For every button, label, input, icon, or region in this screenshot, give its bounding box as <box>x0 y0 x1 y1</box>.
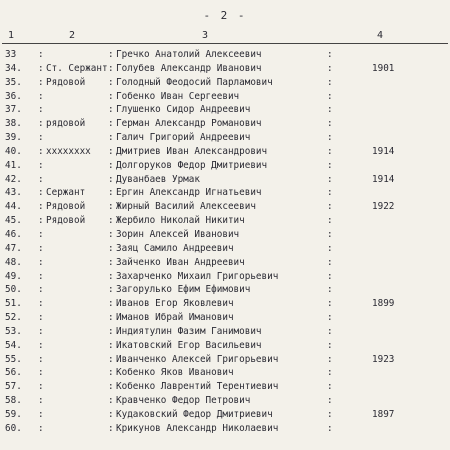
column-separator: : <box>108 242 114 254</box>
column-separator: : <box>327 215 333 227</box>
row-name: Иманов Ибрай Иманович <box>116 312 234 324</box>
table-row <box>0 353 450 367</box>
row-name: Глушенко Сидор Андреевич <box>116 104 251 116</box>
row-rank: рядовой <box>46 118 86 130</box>
row-name: Галич Григорий Андреевич <box>116 132 251 144</box>
table-row <box>0 339 450 353</box>
column-separator: : <box>108 256 114 268</box>
row-birth-year: 1914 <box>372 173 395 185</box>
column-separator: : <box>327 173 333 185</box>
row-name: Зорин Алексей Иванович <box>116 228 240 240</box>
column-separator: : <box>108 408 114 420</box>
table-row <box>0 186 450 200</box>
row-number: 35. <box>5 76 22 88</box>
column-separator: : <box>327 284 333 296</box>
row-number: 52. <box>5 312 22 324</box>
row-rank: Сержант <box>46 187 86 199</box>
row-name: Кудаковский Федор Дмитриевич <box>116 408 273 420</box>
column-separator: : <box>327 132 333 144</box>
column-separator: : <box>108 353 114 365</box>
column-separator: : <box>108 173 114 185</box>
column-separator: : <box>38 159 44 171</box>
row-birth-year: 1922 <box>372 201 395 213</box>
table-row <box>0 131 450 145</box>
table-row <box>0 408 450 422</box>
table-row <box>0 90 450 104</box>
column-separator: : <box>327 118 333 130</box>
row-name: Заяц Самило Андреевич <box>116 242 234 254</box>
table-row <box>0 117 450 131</box>
row-name: Гречко Анатолий Алексеевич <box>116 49 262 60</box>
row-number: 45. <box>5 215 22 227</box>
row-number: 41. <box>5 159 22 171</box>
column-separator: : <box>38 145 44 157</box>
column-separator: : <box>327 395 333 407</box>
column-separator: : <box>327 256 333 268</box>
column-separator: : <box>327 159 333 171</box>
column-separator: : <box>38 256 44 268</box>
header-rule <box>2 43 448 44</box>
column-separator: : <box>108 159 114 171</box>
row-number: 48. <box>5 256 22 268</box>
column-separator: : <box>38 173 44 185</box>
table-row <box>0 422 450 436</box>
column-separator: : <box>327 62 333 74</box>
column-separator: : <box>108 201 114 213</box>
row-name: Зайченко Иван Андреевич <box>116 256 245 268</box>
table-row <box>0 394 450 408</box>
table-row <box>0 380 450 394</box>
row-name: Загорулько Ефим Ефимович <box>116 284 251 296</box>
column-separator: : <box>38 201 44 213</box>
column-separator: : <box>38 408 44 420</box>
column-header-4: 4 <box>377 30 384 41</box>
row-number: 44. <box>5 201 22 213</box>
column-separator: : <box>108 76 114 88</box>
column-separator: : <box>38 395 44 407</box>
row-number: 33 <box>5 49 17 60</box>
row-number: 50. <box>5 284 22 296</box>
row-birth-year: 1914 <box>372 145 395 157</box>
table-row <box>0 103 450 117</box>
table-row <box>0 48 450 62</box>
row-number: 42. <box>5 173 22 185</box>
column-separator: : <box>38 187 44 199</box>
column-separator: : <box>38 104 44 116</box>
row-number: 40. <box>5 145 22 157</box>
column-separator: : <box>108 118 114 130</box>
column-separator: : <box>327 242 333 254</box>
row-name: Кравченко Федор Петрович <box>116 395 251 407</box>
column-separator: : <box>38 298 44 310</box>
column-separator: : <box>108 367 114 379</box>
row-birth-year: 1897 <box>372 408 395 420</box>
column-separator: : <box>327 228 333 240</box>
column-separator: : <box>108 145 114 157</box>
column-separator: : <box>327 408 333 420</box>
table-row <box>0 76 450 90</box>
column-separator: : <box>108 339 114 351</box>
table-row <box>0 200 450 214</box>
row-name: Кобенко Лаврентий Терентиевич <box>116 381 279 393</box>
table-row <box>0 325 450 339</box>
column-separator: : <box>108 325 114 337</box>
row-number: 38. <box>5 118 22 130</box>
column-separator: : <box>108 270 114 282</box>
row-name: Икатовский Егор Васильевич <box>116 339 262 351</box>
column-separator: : <box>38 353 44 365</box>
table-row <box>0 228 450 242</box>
row-number: 37. <box>5 104 22 116</box>
row-number: 59. <box>5 408 22 420</box>
column-separator: : <box>108 215 114 227</box>
column-separator: : <box>327 353 333 365</box>
column-separator: : <box>327 312 333 324</box>
column-separator: : <box>327 422 333 434</box>
row-name: Дмитриев Иван Александрович <box>116 145 268 157</box>
column-separator: : <box>38 270 44 282</box>
row-number: 36. <box>5 90 22 102</box>
row-rank: хххххххх <box>46 145 91 157</box>
column-separator: : <box>108 187 114 199</box>
row-birth-year: 1901 <box>372 62 395 74</box>
column-header-3: 3 <box>202 30 209 41</box>
row-number: 60. <box>5 422 22 434</box>
row-number: 53. <box>5 325 22 337</box>
table-row <box>0 311 450 325</box>
row-number: 55. <box>5 353 22 365</box>
table-row <box>0 283 450 297</box>
column-separator: : <box>108 228 114 240</box>
row-number: 56. <box>5 367 22 379</box>
row-name: Жербило Николай Никитич <box>116 215 245 227</box>
row-name: Захарченко Михаил Григорьевич <box>116 270 279 282</box>
column-separator: : <box>38 325 44 337</box>
table-row <box>0 62 450 76</box>
row-name: Иванченко Алексей Григорьевич <box>116 353 279 365</box>
column-separator: : <box>108 62 114 74</box>
table-row <box>0 242 450 256</box>
column-separator: : <box>327 339 333 351</box>
table-row <box>0 270 450 284</box>
row-name: Жирный Василий Алексеевич <box>116 201 256 213</box>
column-header-row <box>0 30 450 42</box>
column-separator: : <box>38 312 44 324</box>
column-separator: : <box>38 367 44 379</box>
row-number: 47. <box>5 242 22 254</box>
column-separator: : <box>327 367 333 379</box>
column-separator: : <box>38 339 44 351</box>
column-header-2: 2 <box>69 30 76 41</box>
row-name: Долгоруков Федор Дмитриевич <box>116 159 268 171</box>
column-separator: : <box>108 298 114 310</box>
column-separator: : <box>108 90 114 102</box>
row-rank: Рядовой <box>46 201 86 213</box>
row-rank: Рядовой <box>46 215 86 227</box>
column-separator: : <box>327 201 333 213</box>
column-separator: : <box>38 49 44 60</box>
row-birth-year: 1923 <box>372 353 395 365</box>
column-separator: : <box>108 381 114 393</box>
row-number: 58. <box>5 395 22 407</box>
column-separator: : <box>38 76 44 88</box>
row-name: Крикунов Александр Николаевич <box>116 422 279 434</box>
column-separator: : <box>108 395 114 407</box>
column-separator: : <box>108 422 114 434</box>
column-separator: : <box>38 381 44 393</box>
column-separator: : <box>38 215 44 227</box>
column-separator: : <box>38 118 44 130</box>
roster-table <box>0 48 450 436</box>
column-separator: : <box>38 62 44 74</box>
table-row <box>0 145 450 159</box>
column-separator: : <box>327 145 333 157</box>
row-number: 49. <box>5 270 22 282</box>
column-separator: : <box>38 284 44 296</box>
column-separator: : <box>327 90 333 102</box>
column-separator: : <box>327 187 333 199</box>
row-number: 57. <box>5 381 22 393</box>
table-row <box>0 297 450 311</box>
column-separator: : <box>38 228 44 240</box>
column-separator: : <box>108 132 114 144</box>
column-separator: : <box>108 312 114 324</box>
column-separator: : <box>327 76 333 88</box>
column-separator: : <box>327 298 333 310</box>
table-row <box>0 173 450 187</box>
table-row <box>0 366 450 380</box>
row-number: 43. <box>5 187 22 199</box>
row-name: Гобенко Иван Сергеевич <box>116 90 240 102</box>
row-number: 34. <box>5 62 22 74</box>
column-separator: : <box>327 325 333 337</box>
row-number: 39. <box>5 132 22 144</box>
row-number: 46. <box>5 228 22 240</box>
row-name: Кобенко Яков Иванович <box>116 367 234 379</box>
row-number: 54. <box>5 339 22 351</box>
column-separator: : <box>38 132 44 144</box>
column-separator: : <box>38 242 44 254</box>
row-name: Ергин Александр Игнатьевич <box>116 187 262 199</box>
row-rank: Рядовой <box>46 76 86 88</box>
column-separator: : <box>108 104 114 116</box>
table-row <box>0 214 450 228</box>
row-name: Иванов Егор Яковлевич <box>116 298 234 310</box>
row-number: 51. <box>5 298 22 310</box>
column-separator: : <box>327 49 333 60</box>
table-row <box>0 159 450 173</box>
table-row <box>0 256 450 270</box>
row-name: Дуванбаев Урмак <box>116 173 200 185</box>
row-name: Индиятулин Фазим Ганимович <box>116 325 262 337</box>
column-separator: : <box>327 270 333 282</box>
row-birth-year: 1899 <box>372 298 395 310</box>
column-separator: : <box>38 90 44 102</box>
page-number: - 2 - <box>203 9 247 22</box>
column-separator: : <box>38 422 44 434</box>
row-name: Голубев Александр Иванович <box>116 62 262 74</box>
row-name: Голодный Феодосий Парламович <box>116 76 273 88</box>
row-rank: Ст. Сержант <box>46 62 108 74</box>
column-header-1: 1 <box>8 30 15 41</box>
column-separator: : <box>108 284 114 296</box>
column-separator: : <box>327 381 333 393</box>
column-separator: : <box>327 104 333 116</box>
column-separator: : <box>108 49 114 60</box>
row-name: Герман Александр Романович <box>116 118 262 130</box>
